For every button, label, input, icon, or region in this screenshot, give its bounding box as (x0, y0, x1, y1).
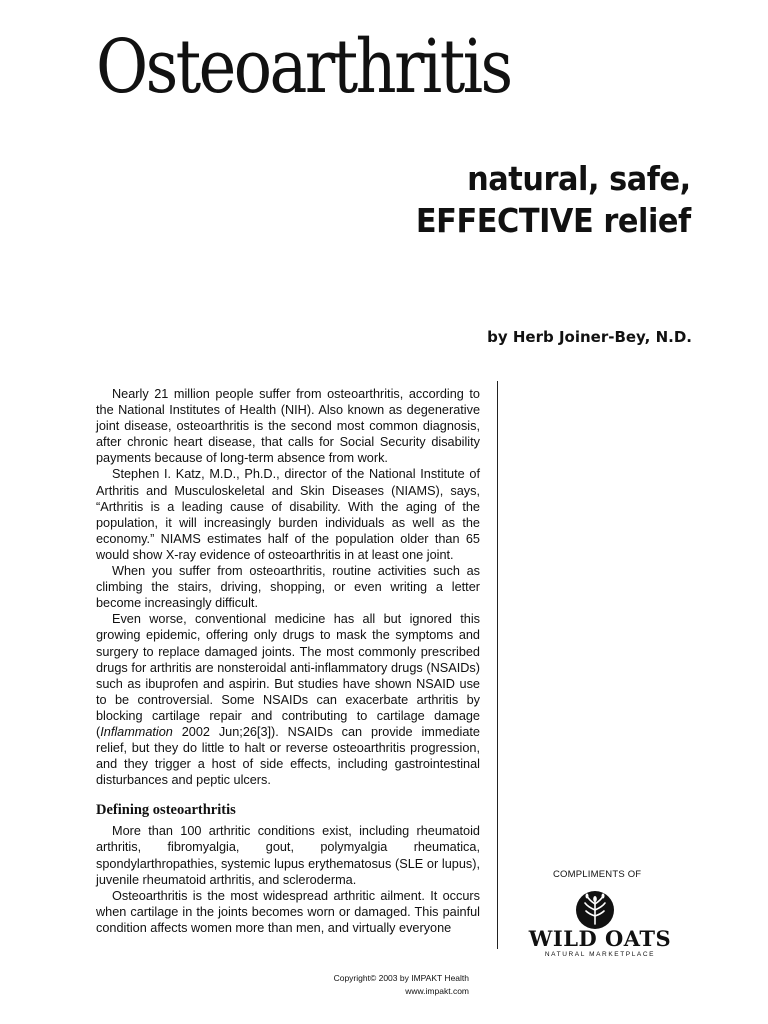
section-heading: Defining osteoarthritis (96, 802, 236, 819)
paragraph-text: Even worse, conventional medicine has all but ignored this growing epidemic, offering only drugs to mask the symptoms and surgery to replace damaged joints. The most commonly prescribed drugs for arthritis are nonsteroidal anti-inflammatory drugs (NSAIDs) such as ibuprofen and aspirin. But studies have shown NSAID use to be controversial. Some NSAIDs can exacerbate arthritis by blocking cartilage repair and contributing to cartilage damage ( (96, 612, 480, 739)
subtitle-line-1: natural, safe, (467, 159, 691, 198)
wild-oats-emblem-icon (575, 890, 615, 930)
copyright-notice (300, 972, 469, 998)
copyright-url: www.impakt.com (405, 986, 469, 996)
article-paragraph: When you suffer from osteoarthritis, routine activities such as climbing the stairs, driving, shopping, or even writing a letter become increasingly difficult. (96, 564, 480, 611)
article-paragraph: More than 100 arthritic conditions exist, including rheumatoid arthritis, fibromyalgia, gout, polymyalgia rheumatica, spondylarthropathies, systemic lupus erythematosus (SLE or lupus), juvenile rheumatoid arthritis, and scleroderma. (96, 824, 480, 887)
article-body (96, 386, 480, 936)
logo-tagline: NATURAL MARKETPLACE (544, 951, 656, 958)
paragraph-text: 2002 Jun;26[3]). NSAIDs can provide immediate relief, but they do little to halt or reverse osteoarthritis progression, and they trigger a host of side effects, including gastrointestinal disturbances and peptic ulcers. (96, 724, 480, 788)
logo-wordmark: WILD OATS (528, 926, 672, 951)
journal-citation: Inflammation (100, 724, 173, 739)
wild-oats-logo (520, 890, 680, 968)
article-paragraph: Stephen I. Katz, M.D., Ph.D., director of the National Institute of Arthritis and Musculoskeletal and Skin Diseases (NIAMS), says, “Arthritis is a leading cause of disability. With the aging of the population, it will increasingly burden individuals as well as the economy.” NIAMS estimates half of the population older than 65 would show X-ray evidence of osteoarthritis in at least one joint. (96, 467, 480, 562)
article-paragraph (96, 611, 480, 788)
subtitle-line-2: EFFECTIVE relief (416, 200, 691, 240)
compliments-label: COMPLIMENTS OF (553, 869, 642, 880)
column-divider (497, 381, 498, 949)
document-title: Osteoarthritis (96, 24, 511, 110)
document-subtitle (416, 158, 691, 241)
copyright-text: Copyright© 2003 by IMPAKT Health (333, 973, 469, 983)
article-paragraph: Osteoarthritis is the most widespread arthritic ailment. It occurs when cartilage in the joints becomes worn or damaged. This painful condition affects women more than men, and virtually everyone (96, 888, 480, 935)
article-paragraph: Nearly 21 million people suffer from osteoarthritis, according to the National Institutes of Health (NIH). Also known as degenerative joint disease, osteoarthritis is the second most common diagnosis, after chronic heart disease, that calls for Social Security disability payments because of long-term absence from work. (96, 387, 480, 466)
author-byline: by Herb Joiner-Bey, N.D. (487, 328, 692, 346)
